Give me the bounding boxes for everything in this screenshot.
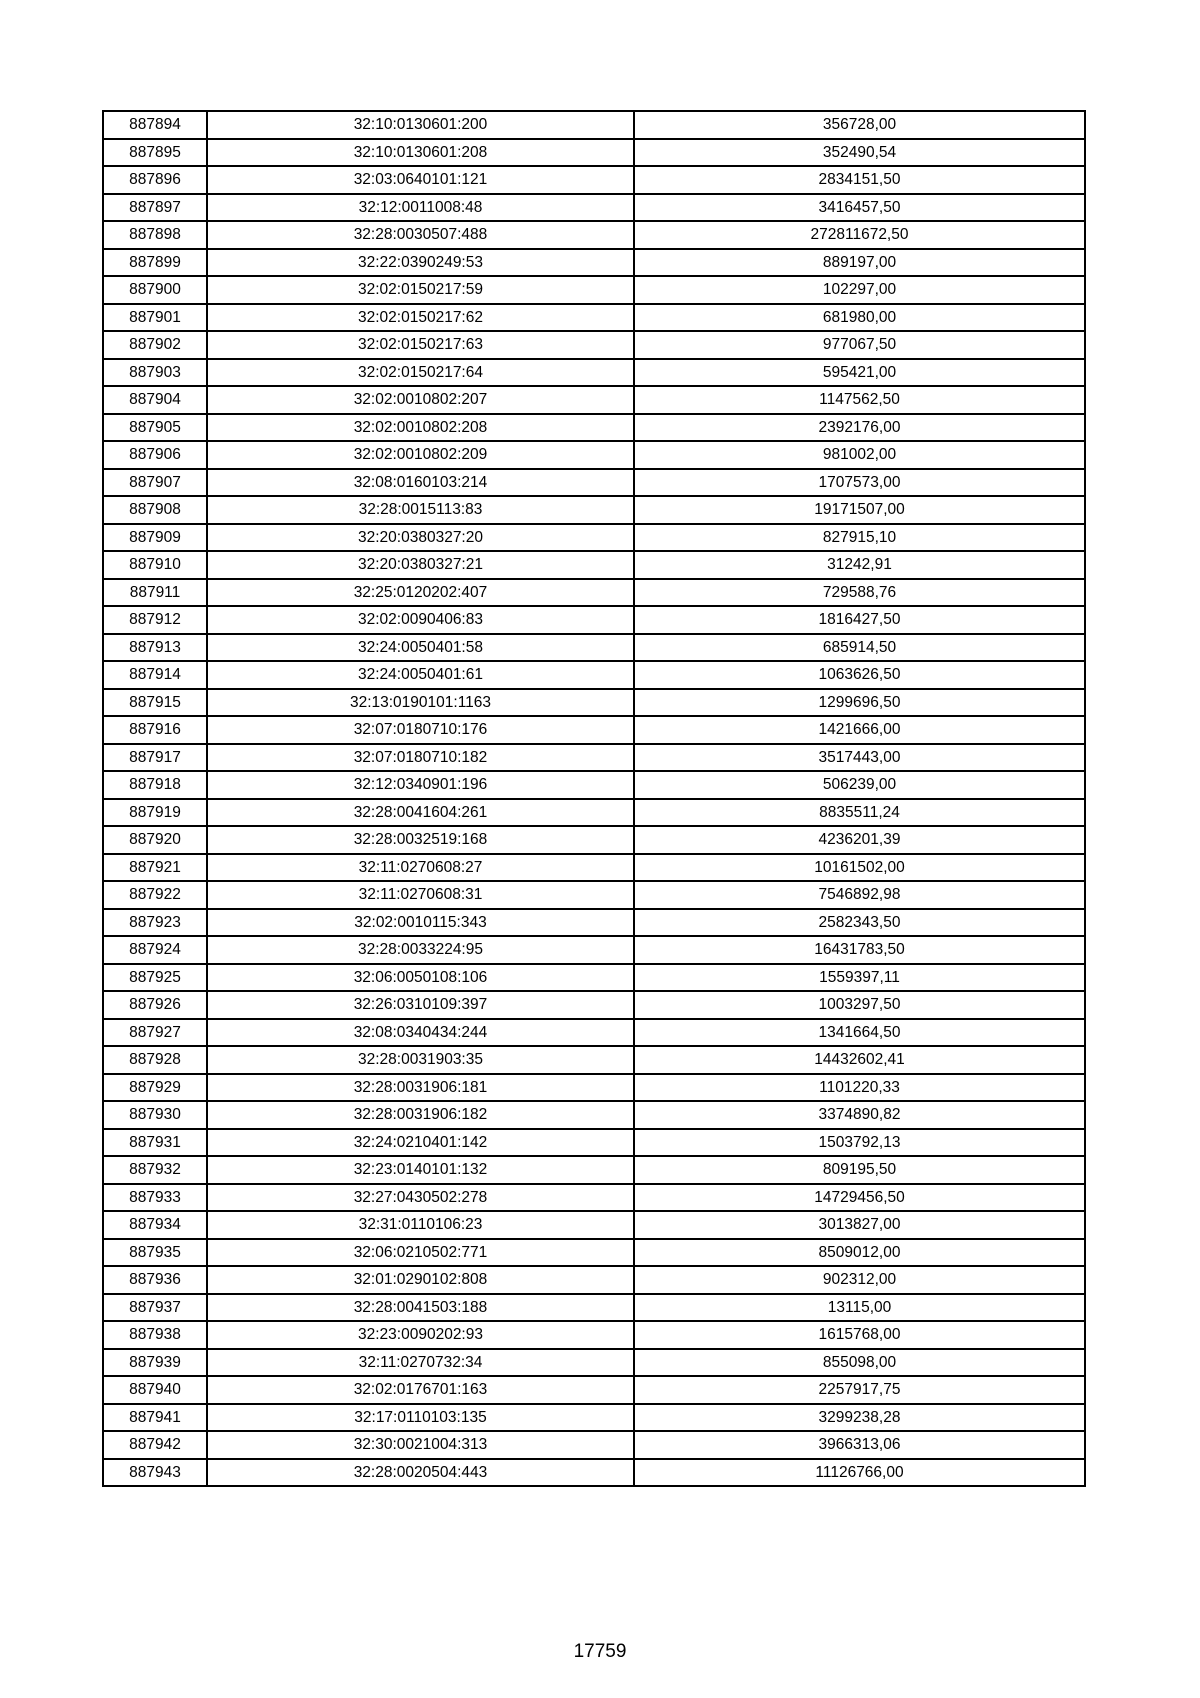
cadastral-value-cell: 1421666,00 — [634, 716, 1085, 744]
row-number-cell: 887908 — [103, 496, 207, 524]
cadastral-number-cell: 32:30:0021004:313 — [207, 1431, 634, 1459]
row-number-cell: 887935 — [103, 1239, 207, 1267]
table-row — [103, 606, 1085, 634]
row-number-cell: 887921 — [103, 854, 207, 882]
table-row — [103, 386, 1085, 414]
cadastral-value-cell: 1063626,50 — [634, 661, 1085, 689]
row-number-cell: 887912 — [103, 606, 207, 634]
table-row — [103, 1321, 1085, 1349]
cadastral-number-cell: 32:12:0011008:48 — [207, 194, 634, 222]
row-number-cell: 887932 — [103, 1156, 207, 1184]
cadastral-number-cell: 32:07:0180710:176 — [207, 716, 634, 744]
cadastral-number-cell: 32:28:0032519:168 — [207, 826, 634, 854]
row-number-cell: 887906 — [103, 441, 207, 469]
row-number-cell: 887898 — [103, 221, 207, 249]
page-number: 17759 — [573, 1641, 627, 1662]
cadastral-number-cell: 32:20:0380327:21 — [207, 551, 634, 579]
table-row — [103, 194, 1085, 222]
cadastral-value-cell: 16431783,50 — [634, 936, 1085, 964]
cadastral-value-cell: 352490,54 — [634, 139, 1085, 167]
table-row — [103, 1211, 1085, 1239]
table-row — [103, 441, 1085, 469]
cadastral-value-cell: 2257917,75 — [634, 1376, 1085, 1404]
table-row — [103, 524, 1085, 552]
table-row — [103, 1101, 1085, 1129]
cadastral-value-cell: 1003297,50 — [634, 991, 1085, 1019]
table-row — [103, 909, 1085, 937]
table-row — [103, 1266, 1085, 1294]
table-row — [103, 469, 1085, 497]
row-number-cell: 887936 — [103, 1266, 207, 1294]
cadastral-value-cell: 1707573,00 — [634, 469, 1085, 497]
row-number-cell: 887899 — [103, 249, 207, 277]
cadastral-number-cell: 32:03:0640101:121 — [207, 166, 634, 194]
cadastral-value-cell: 1503792,13 — [634, 1129, 1085, 1157]
cadastral-value-cell: 681980,00 — [634, 304, 1085, 332]
cadastral-number-cell: 32:10:0130601:208 — [207, 139, 634, 167]
cadastral-value-cell: 855098,00 — [634, 1349, 1085, 1377]
cadastral-number-cell: 32:24:0050401:61 — [207, 661, 634, 689]
row-number-cell: 887920 — [103, 826, 207, 854]
table-row — [103, 799, 1085, 827]
cadastral-number-cell: 32:06:0050108:106 — [207, 964, 634, 992]
cadastral-number-cell: 32:28:0031903:35 — [207, 1046, 634, 1074]
table-row — [103, 359, 1085, 387]
row-number-cell: 887937 — [103, 1294, 207, 1322]
cadastral-number-cell: 32:02:0176701:163 — [207, 1376, 634, 1404]
cadastral-value-cell: 102297,00 — [634, 276, 1085, 304]
cadastral-value-cell: 1615768,00 — [634, 1321, 1085, 1349]
cadastral-number-cell: 32:22:0390249:53 — [207, 249, 634, 277]
cadastral-value-cell: 685914,50 — [634, 634, 1085, 662]
cadastral-value-cell: 2392176,00 — [634, 414, 1085, 442]
table-row — [103, 1019, 1085, 1047]
cadastral-number-cell: 32:24:0210401:142 — [207, 1129, 634, 1157]
cadastral-number-cell: 32:23:0090202:93 — [207, 1321, 634, 1349]
cadastral-number-cell: 32:23:0140101:132 — [207, 1156, 634, 1184]
table-row — [103, 1459, 1085, 1487]
table-row — [103, 936, 1085, 964]
cadastral-number-cell: 32:28:0030507:488 — [207, 221, 634, 249]
row-number-cell: 887925 — [103, 964, 207, 992]
cadastral-value-cell: 809195,50 — [634, 1156, 1085, 1184]
table-row — [103, 249, 1085, 277]
table-row — [103, 166, 1085, 194]
cadastral-number-cell: 32:10:0130601:200 — [207, 111, 634, 139]
row-number-cell: 887922 — [103, 881, 207, 909]
table-row — [103, 1294, 1085, 1322]
row-number-cell: 887941 — [103, 1404, 207, 1432]
row-number-cell: 887902 — [103, 331, 207, 359]
row-number-cell: 887916 — [103, 716, 207, 744]
table-row — [103, 881, 1085, 909]
cadastral-value-cell: 8509012,00 — [634, 1239, 1085, 1267]
cadastral-value-cell: 14432602,41 — [634, 1046, 1085, 1074]
row-number-cell: 887914 — [103, 661, 207, 689]
table-row — [103, 744, 1085, 772]
table-row — [103, 991, 1085, 1019]
cadastral-number-cell: 32:02:0150217:62 — [207, 304, 634, 332]
row-number-cell: 887942 — [103, 1431, 207, 1459]
row-number-cell: 887928 — [103, 1046, 207, 1074]
table-row — [103, 414, 1085, 442]
table-body — [103, 111, 1085, 1486]
cadastral-value-cell: 7546892,98 — [634, 881, 1085, 909]
cadastral-number-cell: 32:27:0430502:278 — [207, 1184, 634, 1212]
row-number-cell: 887904 — [103, 386, 207, 414]
row-number-cell: 887915 — [103, 689, 207, 717]
cadastral-value-cell: 1101220,33 — [634, 1074, 1085, 1102]
row-number-cell: 887931 — [103, 1129, 207, 1157]
row-number-cell: 887934 — [103, 1211, 207, 1239]
table-row — [103, 964, 1085, 992]
row-number-cell: 887939 — [103, 1349, 207, 1377]
table-row — [103, 276, 1085, 304]
cadastral-number-cell: 32:20:0380327:20 — [207, 524, 634, 552]
cadastral-value-cell: 4236201,39 — [634, 826, 1085, 854]
cadastral-number-cell: 32:02:0150217:63 — [207, 331, 634, 359]
cadastral-number-cell: 32:24:0050401:58 — [207, 634, 634, 662]
table-row — [103, 551, 1085, 579]
cadastral-value-cell: 3374890,82 — [634, 1101, 1085, 1129]
cadastral-number-cell: 32:02:0090406:83 — [207, 606, 634, 634]
table-row — [103, 634, 1085, 662]
cadastral-number-cell: 32:28:0031906:182 — [207, 1101, 634, 1129]
cadastral-value-cell: 1341664,50 — [634, 1019, 1085, 1047]
row-number-cell: 887917 — [103, 744, 207, 772]
table-row — [103, 139, 1085, 167]
table-row — [103, 716, 1085, 744]
cadastral-number-cell: 32:28:0031906:181 — [207, 1074, 634, 1102]
cadastral-number-cell: 32:25:0120202:407 — [207, 579, 634, 607]
row-number-cell: 887911 — [103, 579, 207, 607]
row-number-cell: 887929 — [103, 1074, 207, 1102]
cadastral-value-cell: 3013827,00 — [634, 1211, 1085, 1239]
cadastral-number-cell: 32:28:0033224:95 — [207, 936, 634, 964]
table-row — [103, 496, 1085, 524]
row-number-cell: 887930 — [103, 1101, 207, 1129]
cadastral-number-cell: 32:26:0310109:397 — [207, 991, 634, 1019]
table-row — [103, 579, 1085, 607]
table-row — [103, 221, 1085, 249]
cadastral-value-cell: 11126766,00 — [634, 1459, 1085, 1487]
row-number-cell: 887943 — [103, 1459, 207, 1487]
cadastral-number-cell: 32:02:0010115:343 — [207, 909, 634, 937]
table-row — [103, 304, 1085, 332]
row-number-cell: 887894 — [103, 111, 207, 139]
cadastral-value-cell: 2834151,50 — [634, 166, 1085, 194]
table-row — [103, 331, 1085, 359]
cadastral-number-cell: 32:01:0290102:808 — [207, 1266, 634, 1294]
cadastral-number-cell: 32:12:0340901:196 — [207, 771, 634, 799]
row-number-cell: 887927 — [103, 1019, 207, 1047]
table-row — [103, 661, 1085, 689]
cadastral-value-cell: 8835511,24 — [634, 799, 1085, 827]
table-row — [103, 1404, 1085, 1432]
row-number-cell: 887905 — [103, 414, 207, 442]
table-row — [103, 111, 1085, 139]
cadastral-value-cell: 827915,10 — [634, 524, 1085, 552]
cadastral-value-cell: 1559397,11 — [634, 964, 1085, 992]
table-row — [103, 1046, 1085, 1074]
cadastral-value-cell: 19171507,00 — [634, 496, 1085, 524]
cadastral-value-cell: 902312,00 — [634, 1266, 1085, 1294]
cadastral-number-cell: 32:02:0150217:59 — [207, 276, 634, 304]
row-number-cell: 887913 — [103, 634, 207, 662]
cadastral-number-cell: 32:02:0010802:207 — [207, 386, 634, 414]
row-number-cell: 887918 — [103, 771, 207, 799]
cadastral-value-cell: 2582343,50 — [634, 909, 1085, 937]
row-number-cell: 887933 — [103, 1184, 207, 1212]
table-row — [103, 1129, 1085, 1157]
table-row — [103, 1349, 1085, 1377]
cadastral-number-cell: 32:11:0270608:31 — [207, 881, 634, 909]
cadastral-value-cell: 729588,76 — [634, 579, 1085, 607]
row-number-cell: 887923 — [103, 909, 207, 937]
cadastral-number-cell: 32:02:0150217:64 — [207, 359, 634, 387]
cadastral-value-cell: 3517443,00 — [634, 744, 1085, 772]
table-row — [103, 826, 1085, 854]
row-number-cell: 887909 — [103, 524, 207, 552]
row-number-cell: 887924 — [103, 936, 207, 964]
cadastral-value-cell: 10161502,00 — [634, 854, 1085, 882]
cadastral-value-cell: 3416457,50 — [634, 194, 1085, 222]
row-number-cell: 887900 — [103, 276, 207, 304]
cadastral-number-cell: 32:06:0210502:771 — [207, 1239, 634, 1267]
cadastral-number-cell: 32:31:0110106:23 — [207, 1211, 634, 1239]
cadastral-value-cell: 1147562,50 — [634, 386, 1085, 414]
table-row — [103, 1074, 1085, 1102]
cadastral-number-cell: 32:28:0041503:188 — [207, 1294, 634, 1322]
cadastral-number-cell: 32:11:0270732:34 — [207, 1349, 634, 1377]
cadastral-value-cell: 14729456,50 — [634, 1184, 1085, 1212]
table-row — [103, 1156, 1085, 1184]
cadastral-number-cell: 32:17:0110103:135 — [207, 1404, 634, 1432]
row-number-cell: 887940 — [103, 1376, 207, 1404]
cadastral-value-cell: 3299238,28 — [634, 1404, 1085, 1432]
table-row — [103, 1431, 1085, 1459]
cadastral-value-cell: 31242,91 — [634, 551, 1085, 579]
cadastral-value-cell: 272811672,50 — [634, 221, 1085, 249]
cadastral-value-cell: 1816427,50 — [634, 606, 1085, 634]
cadastral-number-cell: 32:07:0180710:182 — [207, 744, 634, 772]
row-number-cell: 887896 — [103, 166, 207, 194]
cadastral-value-cell: 506239,00 — [634, 771, 1085, 799]
row-number-cell: 887919 — [103, 799, 207, 827]
row-number-cell: 887907 — [103, 469, 207, 497]
cadastral-value-cell: 595421,00 — [634, 359, 1085, 387]
table-row — [103, 1239, 1085, 1267]
table-row — [103, 689, 1085, 717]
cadastral-number-cell: 32:02:0010802:209 — [207, 441, 634, 469]
cadastral-value-cell: 356728,00 — [634, 111, 1085, 139]
cadastral-number-cell: 32:11:0270608:27 — [207, 854, 634, 882]
row-number-cell: 887895 — [103, 139, 207, 167]
cadastral-number-cell: 32:13:0190101:1163 — [207, 689, 634, 717]
table-row — [103, 1184, 1085, 1212]
cadastral-value-cell: 1299696,50 — [634, 689, 1085, 717]
cadastral-value-cell: 13115,00 — [634, 1294, 1085, 1322]
cadastral-value-cell: 977067,50 — [634, 331, 1085, 359]
row-number-cell: 887926 — [103, 991, 207, 1019]
cadastral-number-cell: 32:02:0010802:208 — [207, 414, 634, 442]
cadastral-number-cell: 32:08:0160103:214 — [207, 469, 634, 497]
cadastral-value-table — [102, 110, 1086, 1487]
row-number-cell: 887903 — [103, 359, 207, 387]
cadastral-value-cell: 3966313,06 — [634, 1431, 1085, 1459]
table-row — [103, 854, 1085, 882]
cadastral-value-cell: 981002,00 — [634, 441, 1085, 469]
row-number-cell: 887910 — [103, 551, 207, 579]
cadastral-number-cell: 32:28:0041604:261 — [207, 799, 634, 827]
cadastral-number-cell: 32:28:0020504:443 — [207, 1459, 634, 1487]
cadastral-number-cell: 32:28:0015113:83 — [207, 496, 634, 524]
table-row — [103, 1376, 1085, 1404]
row-number-cell: 887897 — [103, 194, 207, 222]
cadastral-number-cell: 32:08:0340434:244 — [207, 1019, 634, 1047]
row-number-cell: 887901 — [103, 304, 207, 332]
row-number-cell: 887938 — [103, 1321, 207, 1349]
cadastral-value-cell: 889197,00 — [634, 249, 1085, 277]
table-row — [103, 771, 1085, 799]
